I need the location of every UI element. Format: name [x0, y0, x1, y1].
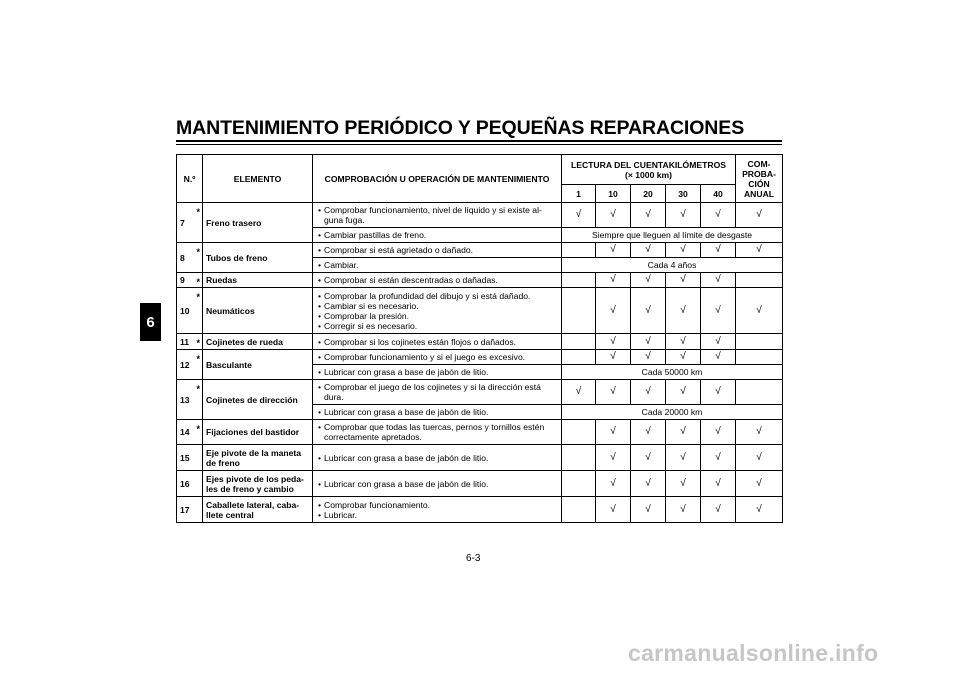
check-mark-icon: √ — [680, 304, 686, 316]
km-check-cell — [562, 350, 596, 365]
km-check-cell — [562, 334, 596, 350]
km-check-cell — [701, 243, 736, 258]
element-name: Neumáticos — [203, 288, 313, 334]
km-check-cell — [631, 380, 666, 405]
check-mark-icon: √ — [610, 426, 616, 437]
table-row — [177, 420, 783, 445]
check-mark-icon: √ — [680, 209, 686, 220]
check-mark-icon: √ — [610, 451, 616, 463]
km-check-cell — [596, 420, 631, 445]
header-no: N.º — [177, 155, 203, 203]
km-check-cell — [666, 273, 701, 288]
km-check-cell — [701, 273, 736, 288]
km-check-cell — [631, 334, 666, 350]
dealer-mark: * — [195, 380, 203, 420]
element-name: Cojinetes de dirección — [203, 380, 313, 420]
table-row — [177, 445, 783, 471]
check-mark-icon: √ — [715, 426, 721, 437]
km-check-cell — [666, 243, 701, 258]
annual-check-cell — [736, 273, 783, 288]
check-mark-icon: √ — [715, 335, 721, 347]
operation-cell — [313, 288, 562, 334]
header-km-10: 10 — [596, 185, 631, 203]
element-name: Fijaciones del bastidor — [203, 420, 313, 445]
dealer-mark: * — [195, 334, 203, 350]
element-name: Ejes pivote de los peda-les de freno y cambio — [203, 471, 313, 497]
operation-item: • Cambiar si es necesario. — [316, 301, 558, 311]
annual-check-cell — [736, 334, 783, 350]
annual-check-cell — [736, 350, 783, 365]
km-check-cell — [631, 471, 666, 497]
check-mark-icon: √ — [715, 503, 721, 515]
km-check-cell — [562, 420, 596, 445]
operation-item: • Lubricar con grasa a base de jabón de litio. — [316, 367, 558, 377]
operation-item: • Comprobar la profundidad del dibujo y si está dañado. — [316, 291, 558, 301]
table-row — [177, 471, 783, 497]
km-check-cell — [596, 350, 631, 365]
km-check-cell — [701, 334, 736, 350]
check-mark-icon: √ — [645, 386, 651, 397]
table-row — [177, 497, 783, 523]
header-annual: COM-PROBA-CIÓN ANUAL — [736, 155, 783, 203]
km-check-cell — [596, 497, 631, 523]
km-check-cell — [562, 203, 596, 228]
table-row — [177, 273, 783, 288]
dealer-mark: * — [195, 350, 203, 380]
check-mark-icon: √ — [680, 451, 686, 463]
row-number: 11 — [177, 334, 195, 350]
operation-cell — [313, 203, 562, 228]
check-mark-icon: √ — [715, 274, 721, 285]
operation-cell — [313, 420, 562, 445]
check-mark-icon: √ — [680, 274, 686, 285]
check-mark-icon: √ — [610, 209, 616, 220]
operation-item: • Comprobar funcionamiento. — [316, 500, 558, 510]
km-check-cell — [562, 497, 596, 523]
annual-check-cell — [736, 203, 783, 228]
operation-item: • Comprobar si está agrietado o dañado. — [316, 245, 558, 255]
operation-item: • Comprobar si los cojinetes están flojos o dañados. — [316, 337, 558, 347]
table-row — [177, 334, 783, 350]
operation-item: • Corregir si es necesario. — [316, 321, 558, 331]
header-km-20: 20 — [631, 185, 666, 203]
header-odometer — [562, 155, 736, 185]
check-mark-icon: √ — [715, 209, 721, 220]
operation-item: • Cambiar pastillas de freno. — [316, 230, 558, 240]
km-check-cell — [631, 243, 666, 258]
check-mark-icon: √ — [645, 209, 651, 220]
km-check-cell — [562, 243, 596, 258]
operation-cell — [313, 243, 562, 258]
km-check-cell — [666, 471, 701, 497]
km-check-cell — [701, 203, 736, 228]
km-check-cell — [666, 203, 701, 228]
km-check-cell — [701, 288, 736, 334]
km-check-cell — [562, 273, 596, 288]
annual-check-cell — [736, 243, 783, 258]
row-number: 15 — [177, 445, 195, 471]
operation-cell — [313, 365, 562, 380]
chapter-tab: 6 — [140, 303, 161, 341]
km-check-cell — [596, 445, 631, 471]
km-check-cell — [631, 288, 666, 334]
element-name: Caballete lateral, caba-llete central — [203, 497, 313, 523]
km-check-cell — [666, 420, 701, 445]
check-mark-icon: √ — [715, 351, 721, 362]
title-rule — [176, 140, 782, 142]
km-check-cell — [631, 350, 666, 365]
check-mark-icon: √ — [756, 209, 762, 220]
km-check-cell — [666, 288, 701, 334]
operation-item: • Comprobar el juego de los cojinetes y si la dirección está dura. — [316, 382, 558, 402]
dealer-mark — [195, 445, 203, 471]
km-check-cell — [631, 497, 666, 523]
check-mark-icon: √ — [645, 304, 651, 316]
annual-check-cell — [736, 288, 783, 334]
check-mark-icon: √ — [610, 244, 616, 255]
maintenance-table — [176, 154, 783, 523]
dealer-mark: * — [195, 420, 203, 445]
operation-cell — [313, 228, 562, 243]
check-mark-icon: √ — [680, 351, 686, 362]
operation-cell — [313, 445, 562, 471]
element-name: Cojinetes de rueda — [203, 334, 313, 350]
km-check-cell — [562, 471, 596, 497]
km-check-cell — [562, 380, 596, 405]
km-check-cell — [666, 334, 701, 350]
header-odometer-unit: (× 1000 km) — [624, 169, 673, 180]
annual-check-cell — [736, 471, 783, 497]
dealer-mark: * — [195, 203, 203, 243]
row-number: 14 — [177, 420, 195, 445]
operation-item: • Lubricar con grasa a base de jabón de litio. — [316, 407, 558, 417]
row-number: 9 — [177, 273, 195, 288]
row-number: 12 — [177, 350, 195, 380]
check-mark-icon: √ — [645, 351, 651, 362]
operation-cell — [313, 334, 562, 350]
check-mark-icon: √ — [610, 335, 616, 347]
check-mark-icon: √ — [680, 386, 686, 397]
interval-note: Cada 50000 km — [562, 365, 783, 380]
table-row — [177, 243, 783, 258]
check-mark-icon: √ — [610, 477, 616, 489]
check-mark-icon: √ — [645, 335, 651, 347]
dealer-mark: * — [195, 273, 203, 288]
annual-check-cell — [736, 445, 783, 471]
dealer-mark: * — [195, 288, 203, 334]
check-mark-icon: √ — [645, 244, 651, 255]
check-mark-icon: √ — [680, 335, 686, 347]
element-name: Basculante — [203, 350, 313, 380]
operation-item: • Comprobar si están descentradas o dañadas. — [316, 275, 558, 285]
km-check-cell — [631, 420, 666, 445]
check-mark-icon: √ — [575, 209, 582, 220]
table-row — [177, 380, 783, 405]
table-row — [177, 203, 783, 228]
table-row — [177, 350, 783, 365]
operation-item: • Comprobar funcionamiento y si el juego es excesivo. — [316, 352, 558, 362]
check-mark-icon: √ — [680, 244, 686, 255]
element-name: Eje pivote de la maneta de freno — [203, 445, 313, 471]
check-mark-icon: √ — [756, 244, 762, 255]
km-check-cell — [701, 445, 736, 471]
km-check-cell — [631, 273, 666, 288]
check-mark-icon: √ — [756, 304, 762, 316]
header-operation: COMPROBACIÓN U OPERACIÓN DE MANTENIMIENTO — [313, 155, 562, 203]
check-mark-icon: √ — [756, 503, 762, 515]
header-odometer-label: LECTURA DEL CUENTAKILÓMETROS — [571, 159, 727, 170]
km-check-cell — [631, 203, 666, 228]
check-mark-icon: √ — [645, 274, 651, 285]
dealer-mark — [195, 471, 203, 497]
header-km-30: 30 — [666, 185, 701, 203]
check-mark-icon: √ — [680, 426, 686, 437]
km-check-cell — [666, 380, 701, 405]
check-mark-icon: √ — [715, 244, 721, 255]
header-element: ELEMENTO — [203, 155, 313, 203]
check-mark-icon: √ — [610, 503, 616, 515]
operation-item: • Lubricar. — [316, 510, 558, 520]
check-mark-icon: √ — [610, 304, 616, 316]
element-name: Freno trasero — [203, 203, 313, 243]
table-row — [177, 288, 783, 334]
header-km-40: 40 — [701, 185, 736, 203]
page-title: MANTENIMIENTO PERIÓDICO Y PEQUEÑAS REPARACIONES — [176, 117, 745, 139]
km-check-cell — [666, 445, 701, 471]
element-name: Ruedas — [203, 273, 313, 288]
operation-cell — [313, 258, 562, 273]
annual-check-cell — [736, 380, 783, 405]
check-mark-icon: √ — [645, 477, 651, 489]
operation-cell — [313, 273, 562, 288]
km-check-cell — [701, 380, 736, 405]
km-check-cell — [596, 288, 631, 334]
row-number: 7 — [177, 203, 195, 243]
operation-item: • Cambiar. — [316, 260, 558, 270]
km-check-cell — [562, 288, 596, 334]
operation-cell — [313, 380, 562, 405]
km-check-cell — [596, 273, 631, 288]
annual-check-cell — [736, 497, 783, 523]
row-number: 17 — [177, 497, 195, 523]
km-check-cell — [701, 350, 736, 365]
dealer-mark — [195, 497, 203, 523]
check-mark-icon: √ — [610, 274, 616, 285]
interval-note: Cada 4 años — [562, 258, 783, 273]
check-mark-icon: √ — [756, 477, 762, 489]
row-number: 13 — [177, 380, 195, 420]
km-check-cell — [666, 497, 701, 523]
check-mark-icon: √ — [756, 426, 762, 437]
km-check-cell — [596, 471, 631, 497]
header-km-1: 1 — [562, 185, 596, 203]
row-number: 16 — [177, 471, 195, 497]
check-mark-icon: √ — [645, 503, 651, 515]
check-mark-icon: √ — [680, 503, 686, 515]
check-mark-icon: √ — [715, 304, 721, 316]
operation-cell — [313, 497, 562, 523]
km-check-cell — [596, 380, 631, 405]
km-check-cell — [701, 420, 736, 445]
page-number: 6-3 — [466, 553, 481, 564]
operation-item: • Lubricar con grasa a base de jabón de litio. — [316, 479, 558, 489]
row-number: 10 — [177, 288, 195, 334]
element-name: Tubos de freno — [203, 243, 313, 273]
annual-check-cell — [736, 420, 783, 445]
row-number: 8 — [177, 243, 195, 273]
check-mark-icon: √ — [715, 477, 721, 489]
check-mark-icon: √ — [575, 386, 582, 397]
check-mark-icon: √ — [645, 426, 651, 437]
dealer-mark: * — [195, 243, 203, 273]
operation-item: • Comprobar la presión. — [316, 311, 558, 321]
km-check-cell — [701, 497, 736, 523]
operation-item: • Comprobar que todas las tuercas, pernos y tornillos estén correctamente apretados. — [316, 422, 558, 442]
interval-note: Cada 20000 km — [562, 405, 783, 420]
check-mark-icon: √ — [610, 386, 616, 397]
km-check-cell — [631, 445, 666, 471]
operation-cell — [313, 350, 562, 365]
title-rule-thin — [176, 144, 782, 145]
check-mark-icon: √ — [715, 451, 721, 463]
interval-note: Siempre que lleguen al límite de desgaste — [562, 228, 783, 243]
km-check-cell — [701, 471, 736, 497]
operation-cell — [313, 471, 562, 497]
km-check-cell — [596, 334, 631, 350]
km-check-cell — [596, 243, 631, 258]
operation-item: • Lubricar con grasa a base de jabón de litio. — [316, 453, 558, 463]
check-mark-icon: √ — [715, 386, 721, 397]
km-check-cell — [596, 203, 631, 228]
check-mark-icon: √ — [645, 451, 651, 463]
operation-cell — [313, 405, 562, 420]
km-check-cell — [666, 350, 701, 365]
operation-item: • Comprobar funcionamiento, nivel de líquido y si existe al-guna fuga. — [316, 205, 558, 225]
check-mark-icon: √ — [610, 351, 616, 362]
km-check-cell — [562, 445, 596, 471]
check-mark-icon: √ — [756, 451, 762, 463]
check-mark-icon: √ — [680, 477, 686, 489]
watermark-text: carmanualsonline.info — [628, 640, 879, 666]
